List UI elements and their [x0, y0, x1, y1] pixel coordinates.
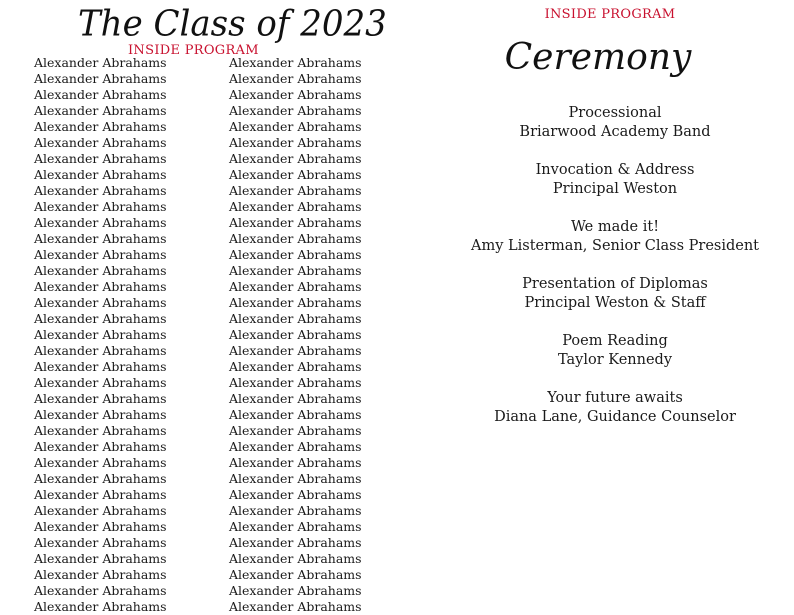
graduate-name: Alexander Abrahams — [229, 519, 362, 534]
right-subtitle: INSIDE PROGRAM — [544, 7, 676, 22]
graduate-name: Alexander Abrahams — [229, 167, 362, 182]
graduate-name: Alexander Abrahams — [34, 151, 167, 166]
graduate-name: Alexander Abrahams — [34, 295, 167, 310]
graduate-name: Alexander Abrahams — [34, 215, 167, 230]
program-item — [440, 389, 790, 427]
graduate-name: Alexander Abrahams — [229, 199, 362, 214]
program-list — [440, 104, 790, 446]
graduate-name: Alexander Abrahams — [34, 599, 167, 614]
program-item-detail: Briarwood Academy Band — [519, 124, 711, 140]
graduate-name: Alexander Abrahams — [34, 407, 167, 422]
graduate-name: Alexander Abrahams — [229, 119, 362, 134]
graduate-name: Alexander Abrahams — [34, 167, 167, 182]
graduate-name: Alexander Abrahams — [229, 439, 362, 454]
graduate-name: Alexander Abrahams — [34, 423, 167, 438]
graduate-name: Alexander Abrahams — [229, 583, 362, 598]
graduate-name: Alexander Abrahams — [34, 135, 167, 150]
names-column-left — [34, 55, 167, 615]
graduate-name: Alexander Abrahams — [229, 279, 362, 294]
program-item-title: Invocation & Address — [535, 162, 695, 178]
ceremony-heading: Ceremony — [504, 37, 692, 78]
graduate-name: Alexander Abrahams — [229, 423, 362, 438]
program-item — [440, 332, 790, 370]
program-item-title: Presentation of Diplomas — [522, 276, 708, 292]
graduate-name: Alexander Abrahams — [34, 263, 167, 278]
graduate-name: Alexander Abrahams — [34, 503, 167, 518]
graduate-name: Alexander Abrahams — [229, 599, 362, 614]
graduate-name: Alexander Abrahams — [229, 567, 362, 582]
graduate-name: Alexander Abrahams — [229, 295, 362, 310]
graduate-name: Alexander Abrahams — [34, 455, 167, 470]
graduate-name: Alexander Abrahams — [34, 391, 167, 406]
graduate-name: Alexander Abrahams — [229, 551, 362, 566]
graduate-name: Alexander Abrahams — [229, 183, 362, 198]
graduate-name: Alexander Abrahams — [34, 71, 167, 86]
graduate-name: Alexander Abrahams — [229, 487, 362, 502]
graduate-name: Alexander Abrahams — [34, 551, 167, 566]
graduate-name: Alexander Abrahams — [229, 343, 362, 358]
graduate-name: Alexander Abrahams — [34, 535, 167, 550]
graduate-name: Alexander Abrahams — [34, 199, 167, 214]
program-item — [440, 161, 790, 199]
graduate-name: Alexander Abrahams — [34, 359, 167, 374]
graduate-name: Alexander Abrahams — [229, 359, 362, 374]
program-item-title: We made it! — [570, 219, 660, 235]
graduate-name: Alexander Abrahams — [229, 471, 362, 486]
graduate-name: Alexander Abrahams — [229, 247, 362, 262]
program-item-detail: Amy Listerman, Senior Class President — [470, 238, 760, 254]
graduate-name: Alexander Abrahams — [229, 407, 362, 422]
graduate-name: Alexander Abrahams — [229, 375, 362, 390]
graduate-name: Alexander Abrahams — [229, 327, 362, 342]
program-item-title: Processional — [568, 105, 662, 121]
program-item — [440, 104, 790, 142]
graduate-name: Alexander Abrahams — [229, 311, 362, 326]
graduate-name: Alexander Abrahams — [229, 215, 362, 230]
graduate-name: Alexander Abrahams — [229, 263, 362, 278]
graduate-name: Alexander Abrahams — [34, 231, 167, 246]
graduate-name: Alexander Abrahams — [229, 135, 362, 150]
graduate-name: Alexander Abrahams — [34, 471, 167, 486]
graduate-name: Alexander Abrahams — [34, 583, 167, 598]
graduate-name: Alexander Abrahams — [34, 439, 167, 454]
graduate-name: Alexander Abrahams — [34, 279, 167, 294]
graduate-name: Alexander Abrahams — [34, 375, 167, 390]
graduate-name: Alexander Abrahams — [229, 103, 362, 118]
left-subtitle: INSIDE PROGRAM — [128, 43, 259, 58]
program-item — [440, 218, 790, 256]
graduate-name: Alexander Abrahams — [34, 311, 167, 326]
program-item-detail: Taylor Kennedy — [557, 352, 673, 368]
graduate-name: Alexander Abrahams — [229, 71, 362, 86]
graduate-name: Alexander Abrahams — [229, 87, 362, 102]
program-item-detail: Principal Weston & Staff — [524, 295, 706, 311]
program-item-detail: Principal Weston — [552, 181, 678, 197]
graduate-name: Alexander Abrahams — [34, 183, 167, 198]
program-item-title: Poem Reading — [562, 333, 668, 349]
graduate-name: Alexander Abrahams — [34, 55, 167, 70]
graduate-name: Alexander Abrahams — [34, 327, 167, 342]
graduate-name: Alexander Abrahams — [34, 487, 167, 502]
graduate-name: Alexander Abrahams — [34, 103, 167, 118]
program-item-detail: Diana Lane, Guidance Counselor — [494, 409, 736, 425]
graduate-name: Alexander Abrahams — [34, 519, 167, 534]
names-column-right — [229, 55, 362, 615]
graduate-name: Alexander Abrahams — [34, 567, 167, 582]
program-item — [440, 275, 790, 313]
graduate-name: Alexander Abrahams — [229, 391, 362, 406]
graduate-name: Alexander Abrahams — [229, 535, 362, 550]
graduate-name: Alexander Abrahams — [34, 247, 167, 262]
graduate-name: Alexander Abrahams — [229, 151, 362, 166]
graduate-name: Alexander Abrahams — [34, 119, 167, 134]
graduate-name: Alexander Abrahams — [34, 87, 167, 102]
graduate-name: Alexander Abrahams — [229, 455, 362, 470]
class-title: The Class of 2023 — [78, 3, 387, 46]
program-item-title: Your future awaits — [547, 390, 683, 406]
graduate-name: Alexander Abrahams — [34, 343, 167, 358]
graduate-name: Alexander Abrahams — [229, 231, 362, 246]
graduate-name: Alexander Abrahams — [229, 503, 362, 518]
graduate-name: Alexander Abrahams — [229, 55, 362, 70]
